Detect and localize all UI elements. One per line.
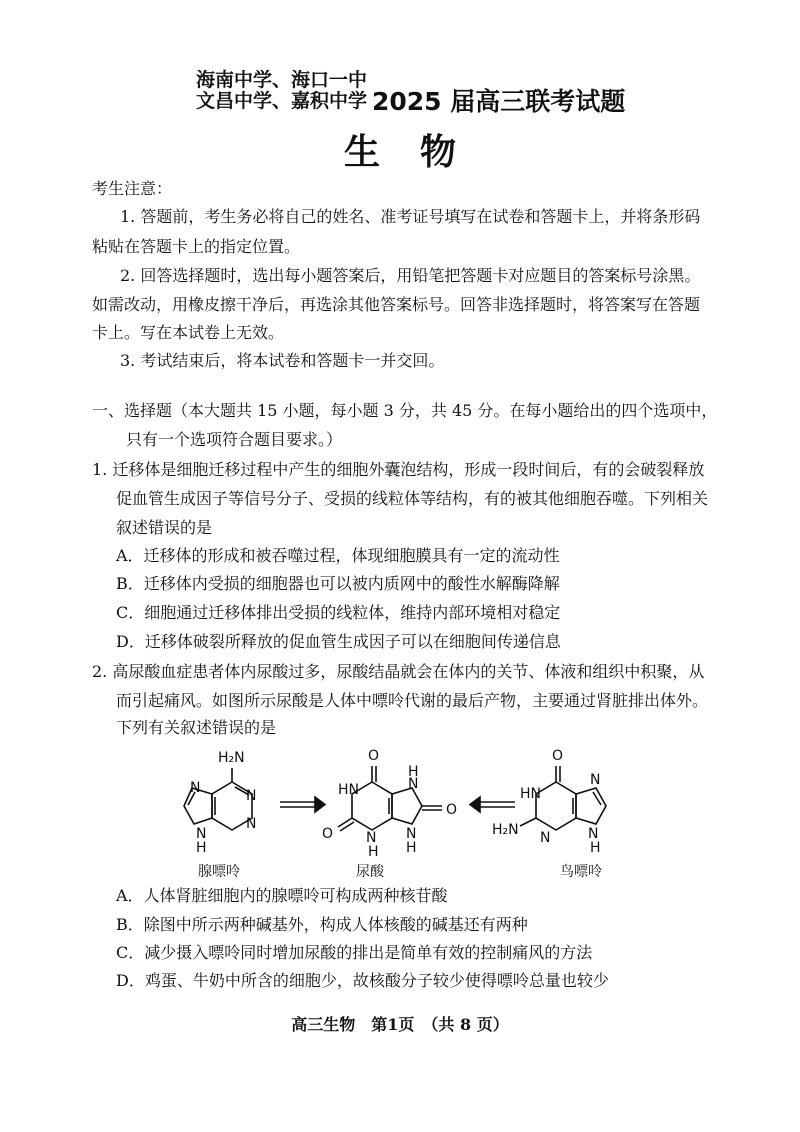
uric-n-label-bottom: N — [366, 830, 377, 846]
adenine-n-label-1: N — [246, 788, 257, 804]
notice-item-3: 3. 考试结束后，将本试卷和答题卡一并交回。 — [120, 351, 445, 370]
q1-option-d: D．迁移体破裂所释放的促血管生成因子可以在细胞间传递信息 — [116, 632, 561, 651]
uric-h-label-right: H — [406, 840, 417, 856]
uric-h-label-bottom: H — [368, 844, 379, 860]
exam-title: 2025 届高三联考试题 — [372, 87, 626, 116]
school-names — [196, 70, 367, 112]
section-heading-line-2: 只有一个选项符合题目要求。） — [126, 430, 343, 449]
guanine-label: 鸟嘌呤 — [560, 864, 602, 880]
q1-stem-line-1: 1. 迁移体是细胞迁移过程中产生的细胞外囊泡结构，形成一段时间后，有的会破裂释放 — [92, 460, 705, 479]
schools-line-1: 海南中学、海口一中 — [196, 69, 368, 91]
guanine-n-label-bottom: N — [540, 830, 551, 846]
page-footer: 高三生物 第1页 （共 8 页） — [291, 1015, 509, 1034]
uric-n-label-top: N — [408, 776, 419, 792]
uric-n-label-right: N — [406, 826, 417, 842]
guanine-h-label-right: H — [590, 840, 601, 856]
notice-item-1-line-1: 1. 答题前，考生务必将自己的姓名、准考证号填写在试卷和答题卡上，并将条形码 — [120, 207, 701, 226]
q1-stem-line-3: 叙述错误的是 — [116, 518, 213, 537]
q1-stem-line-2: 促血管生成因子等信号分子、受损的线粒体等结构，有的被其他细胞吞噬。下列相关 — [116, 489, 709, 508]
adenine-n-label-3: N — [190, 780, 201, 796]
notice-item-1-line-2: 粘贴在答题卡上的指定位置。 — [92, 237, 301, 256]
guanine-hn-label: HN — [520, 786, 541, 802]
q2-stem-line-2: 而引起痛风。如图所示尿酸是人体中嘌呤代谢的最后产物，主要通过肾脏排出体外。 — [116, 691, 709, 710]
q1-option-b: B．迁移体内受损的细胞器也可以被内质网中的酸性水解酶降解 — [116, 574, 560, 593]
section-heading-line-1: 一、选择题（本大题共 15 小题，每小题 3 分，共 45 分。在每小题给出的四个选项中， — [92, 401, 718, 420]
adenine-h-label: H — [196, 840, 207, 856]
notice-item-2-line-3: 卡上。写在本试卷上无效。 — [92, 323, 285, 342]
arrow-guanine-to-uric — [470, 797, 515, 812]
guanine-o-label: O — [552, 748, 564, 764]
q2-stem-line-3: 下列有关叙述错误的是 — [116, 718, 277, 737]
notice-title: 考生注意： — [92, 179, 173, 198]
q2-option-d: D．鸡蛋、牛奶中所含的细胞少，故核酸分子较少使得嘌呤总量也较少 — [116, 971, 609, 990]
q2-option-b: B．除图中所示两种碱基外，构成人体核酸的碱基还有两种 — [116, 915, 528, 934]
uric-h-label-top: H — [408, 764, 419, 780]
adenine-nh-label: N — [196, 826, 207, 842]
adenine-label: 腺嘌呤 — [198, 864, 240, 880]
arrow-adenine-to-uric — [280, 797, 325, 812]
uric-acid-structure — [338, 766, 442, 831]
subject-title: 生物 — [343, 131, 496, 173]
notice-item-2-line-1: 2. 回答选择题时，选出每小题答案后，用铅笔把答题卡对应题目的答案标号涂黑。 — [120, 266, 701, 285]
uric-hn-label: HN — [338, 782, 359, 798]
q2-stem-line-1: 2. 高尿酸血症患者体内尿酸过多，尿酸结晶就会在体内的关节、体液和组织中积聚，从 — [92, 662, 705, 681]
uric-o-label-left: O — [322, 826, 334, 842]
q2-option-a: A．人体肾脏细胞内的腺嘌呤可构成两种核苷酸 — [116, 886, 448, 905]
q2-option-c: C．减少摄入嘌呤同时增加尿酸的排出是简单有效的控制痛风的方法 — [116, 943, 593, 962]
adenine-structure — [184, 768, 252, 830]
guanine-h2n-label: H₂N — [492, 822, 519, 838]
guanine-n-label-right: N — [588, 826, 599, 842]
q1-option-a: A．迁移体的形成和被吞噬过程，体现细胞膜具有一定的流动性 — [116, 546, 560, 565]
uric-acid-label: 尿酸 — [356, 864, 384, 880]
uric-o-label-right: O — [446, 802, 458, 818]
purine-metabolism-diagram — [180, 742, 640, 882]
uric-o-label-top: O — [368, 748, 380, 764]
adenine-nh2-label: H₂N — [218, 750, 245, 766]
notice-item-2-line-2: 如需改动，用橡皮擦干净后，再选涂其他答案标号。回答非选择题时，将答案写在答题 — [92, 295, 701, 314]
q1-option-c: C．细胞通过迁移体排出受损的线粒体，维持内部环境相对稳定 — [116, 603, 561, 622]
schools-line-2: 文昌中学、嘉积中学 — [196, 90, 368, 112]
guanine-n-label-top: N — [590, 772, 601, 788]
adenine-n-label-2: N — [246, 816, 257, 832]
